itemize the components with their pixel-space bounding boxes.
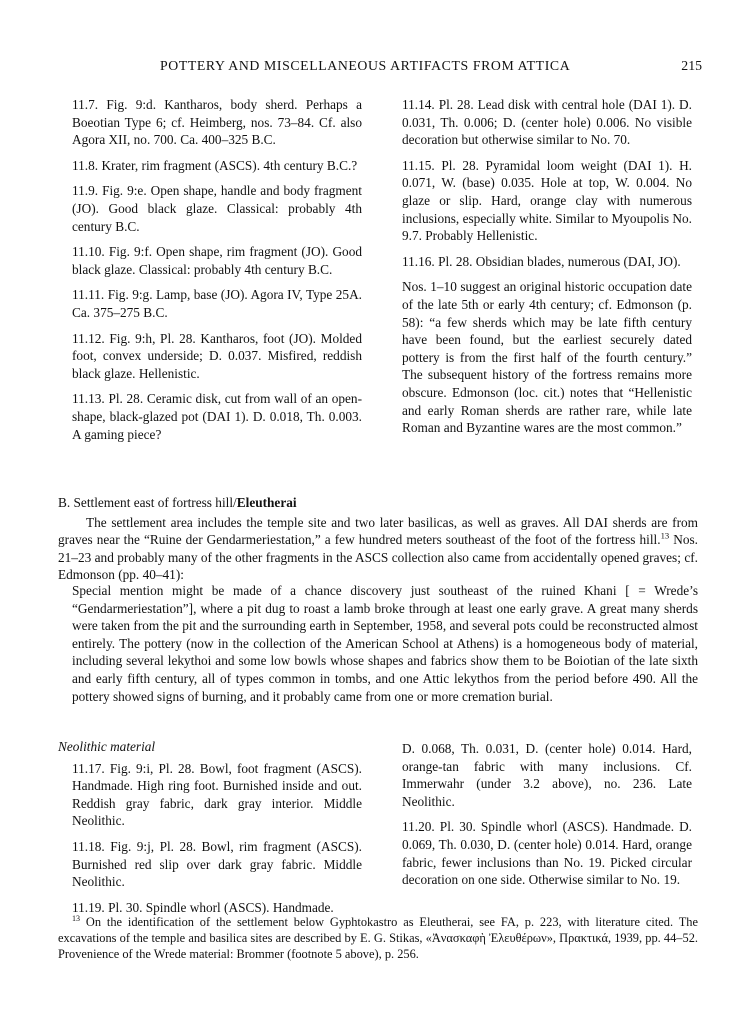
footnote: $^{13}$ On the identification of the settlement below Gyphtokastro as Eleutherai, see FA, p. 223, with literature cited. The excavations of the temple and basilica sites are described by E. G. Stikas, «Ἀνασκαφὴ Ἐλευθέρων», Πρακτικά, 1939, pp. 44–52. Provenience of the Wrede material: Brommer (footnote 5 above), p. 256. <box>58 913 698 962</box>
catalog-entry: 11.8. Krater, rim fragment (ASCS). 4th century B.C.? <box>72 157 358 173</box>
section-heading: B. Settlement east of fortress hill/Eleutherai <box>58 495 297 510</box>
page-header <box>60 58 702 78</box>
catalog-entry: 11.10. Fig. 9:f. Open shape, rim fragment (JO). Good black glaze. Classical: probably 4th century B.C. <box>72 244 362 277</box>
catalog-entry: 11.16. Pl. 28. Obsidian blades, numerous (DAI, JO). <box>402 253 681 269</box>
footnote-number: 13 <box>72 913 81 923</box>
catalog-entry-continuation: D. 0.068, Th. 0.031, D. (center hole) 0.014. Hard, orange-tan fabric with many inclusions. Cf. Immerwahr (under 3.2 above), no. 236. Late Neolithic. <box>402 741 692 809</box>
catalog-entry: 11.13. Pl. 28. Ceramic disk, cut from wall of an open-shape, black-glazed pot (DAI 1). D. 0.018, Th. 0.003. A gaming piece? <box>72 391 362 442</box>
catalog-entry: 11.17. Fig. 9:i, Pl. 28. Bowl, foot fragment (ASCS). Handmade. High ring foot. Burnished inside and out. Reddish gray fabric, dark gray interior. Middle Neolithic. <box>72 760 362 829</box>
section-paragraph: The settlement area includes the temple site and two later basilicas, as well as graves. All DAI sherds are from graves near the “Ruine der Gendarmeriestation,” a few hundred meters southeast of the foot of the fortress hill.$^{13}$ Nos. 21–23 and probably many of the other fragments in the ASCS collection also came from accidentally opened graves; cf. Edmonson (pp. 40–41): <box>58 514 698 583</box>
page-number: 215 <box>681 58 702 73</box>
block-quote: Special mention might be made of a chance discovery just southeast of the ruined Khani [ = Wrede’s “Gendarmeriestation”], where a pit dug to roast a lamb broke through at least one early grave. A great many sherds were taken from the pit and the surrounding earth in September, 1958, and several pots could be reconstructed almost entirely. The pottery (now in the collection of the American School at Athens) is a homogeneous body of material, including several lekythoi and some low bowls whose shapes and fabrics show them to be Boiotian of the late sixth and early fifth century, all of types common in tombs, and one Attic lekythos from the period before 490. All the pottery showed signs of burning, and it probably came from one or more cremation burial. <box>72 583 698 704</box>
running-title: POTTERY AND MISCELLANEOUS ARTIFACTS FROM ATTICA <box>160 58 571 73</box>
settlement-section <box>58 494 698 584</box>
neolithic-right-column <box>402 740 692 897</box>
catalog-entry: 11.18. Fig. 9:j, Pl. 28. Bowl, rim fragment (ASCS). Burnished red slip over dark gray fabric. Middle Neolithic. <box>72 838 362 890</box>
catalog-left-column <box>72 96 362 451</box>
neolithic-subhead: Neolithic material <box>58 739 156 754</box>
catalog-entry: 11.20. Pl. 30. Spindle whorl (ASCS). Handmade. D. 0.069, Th. 0.030, D. (center hole) 0.014. Hard, orange fabric, fewer inclusions than No. 19. Picked circular decoration on one side. Otherwise similar to No. 19. <box>402 819 693 888</box>
catalog-entry: 11.15. Pl. 28. Pyramidal loom weight (DAI 1). H. 0.071, W. (base) 0.035. Hole at top, W. 0.004. No glaze or slip. Hard, orange clay with numerous inclusions, especially white. Similar to Myoupolis No. 9.7. Probably Hellenistic. <box>402 157 693 244</box>
catalog-entry: 11.19. Pl. 30. Spindle whorl (ASCS). Handmade. <box>72 899 334 915</box>
neolithic-left-column <box>58 738 362 924</box>
catalog-entry: 11.12. Fig. 9:h, Pl. 28. Kantharos, foot (JO). Molded foot, convex underside; D. 0.037. Misfired, reddish black glaze. Hellenistic. <box>72 330 362 381</box>
catalog-right-column <box>402 96 692 445</box>
catalog-entry: 11.7. Fig. 9:d. Kantharos, body sherd. Perhaps a Boeotian Type 6; cf. Heimberg, nos. 73–84. Cf. also Agora XII, no. 700. Ca. 400–325 B.C. <box>72 97 363 148</box>
catalog-entry: 11.11. Fig. 9:g. Lamp, base (JO). Agora IV, Type 25A. Ca. 375–275 B.C. <box>72 287 362 320</box>
catalog-entry: 11.14. Pl. 28. Lead disk with central hole (DAI 1). D. 0.031, Th. 0.006; D. (center hole) 0.006. No visible decoration but otherwise similar to No. 70. <box>402 97 692 148</box>
catalog-entry: 11.9. Fig. 9:e. Open shape, handle and body fragment (JO). Good black glaze. Classical: probably 4th century B.C. <box>72 183 362 234</box>
footnote-ref[interactable]: 13 <box>660 530 670 541</box>
discussion-paragraph: Nos. 1–10 suggest an original historic occupation date of the late 5th or early 4th century; cf. Edmonson (p. 58): “a few sherds which may be late fifth century have been found, but the earliest securely dated pottery is from the first half of the fourth century.” The subsequent history of the fortress remains more obscure. Edmonson (loc. cit.) notes that “Hellenistic and early Roman sherds are rather rare, while late Roman and Byzantine wares are the most common.” <box>402 279 692 436</box>
